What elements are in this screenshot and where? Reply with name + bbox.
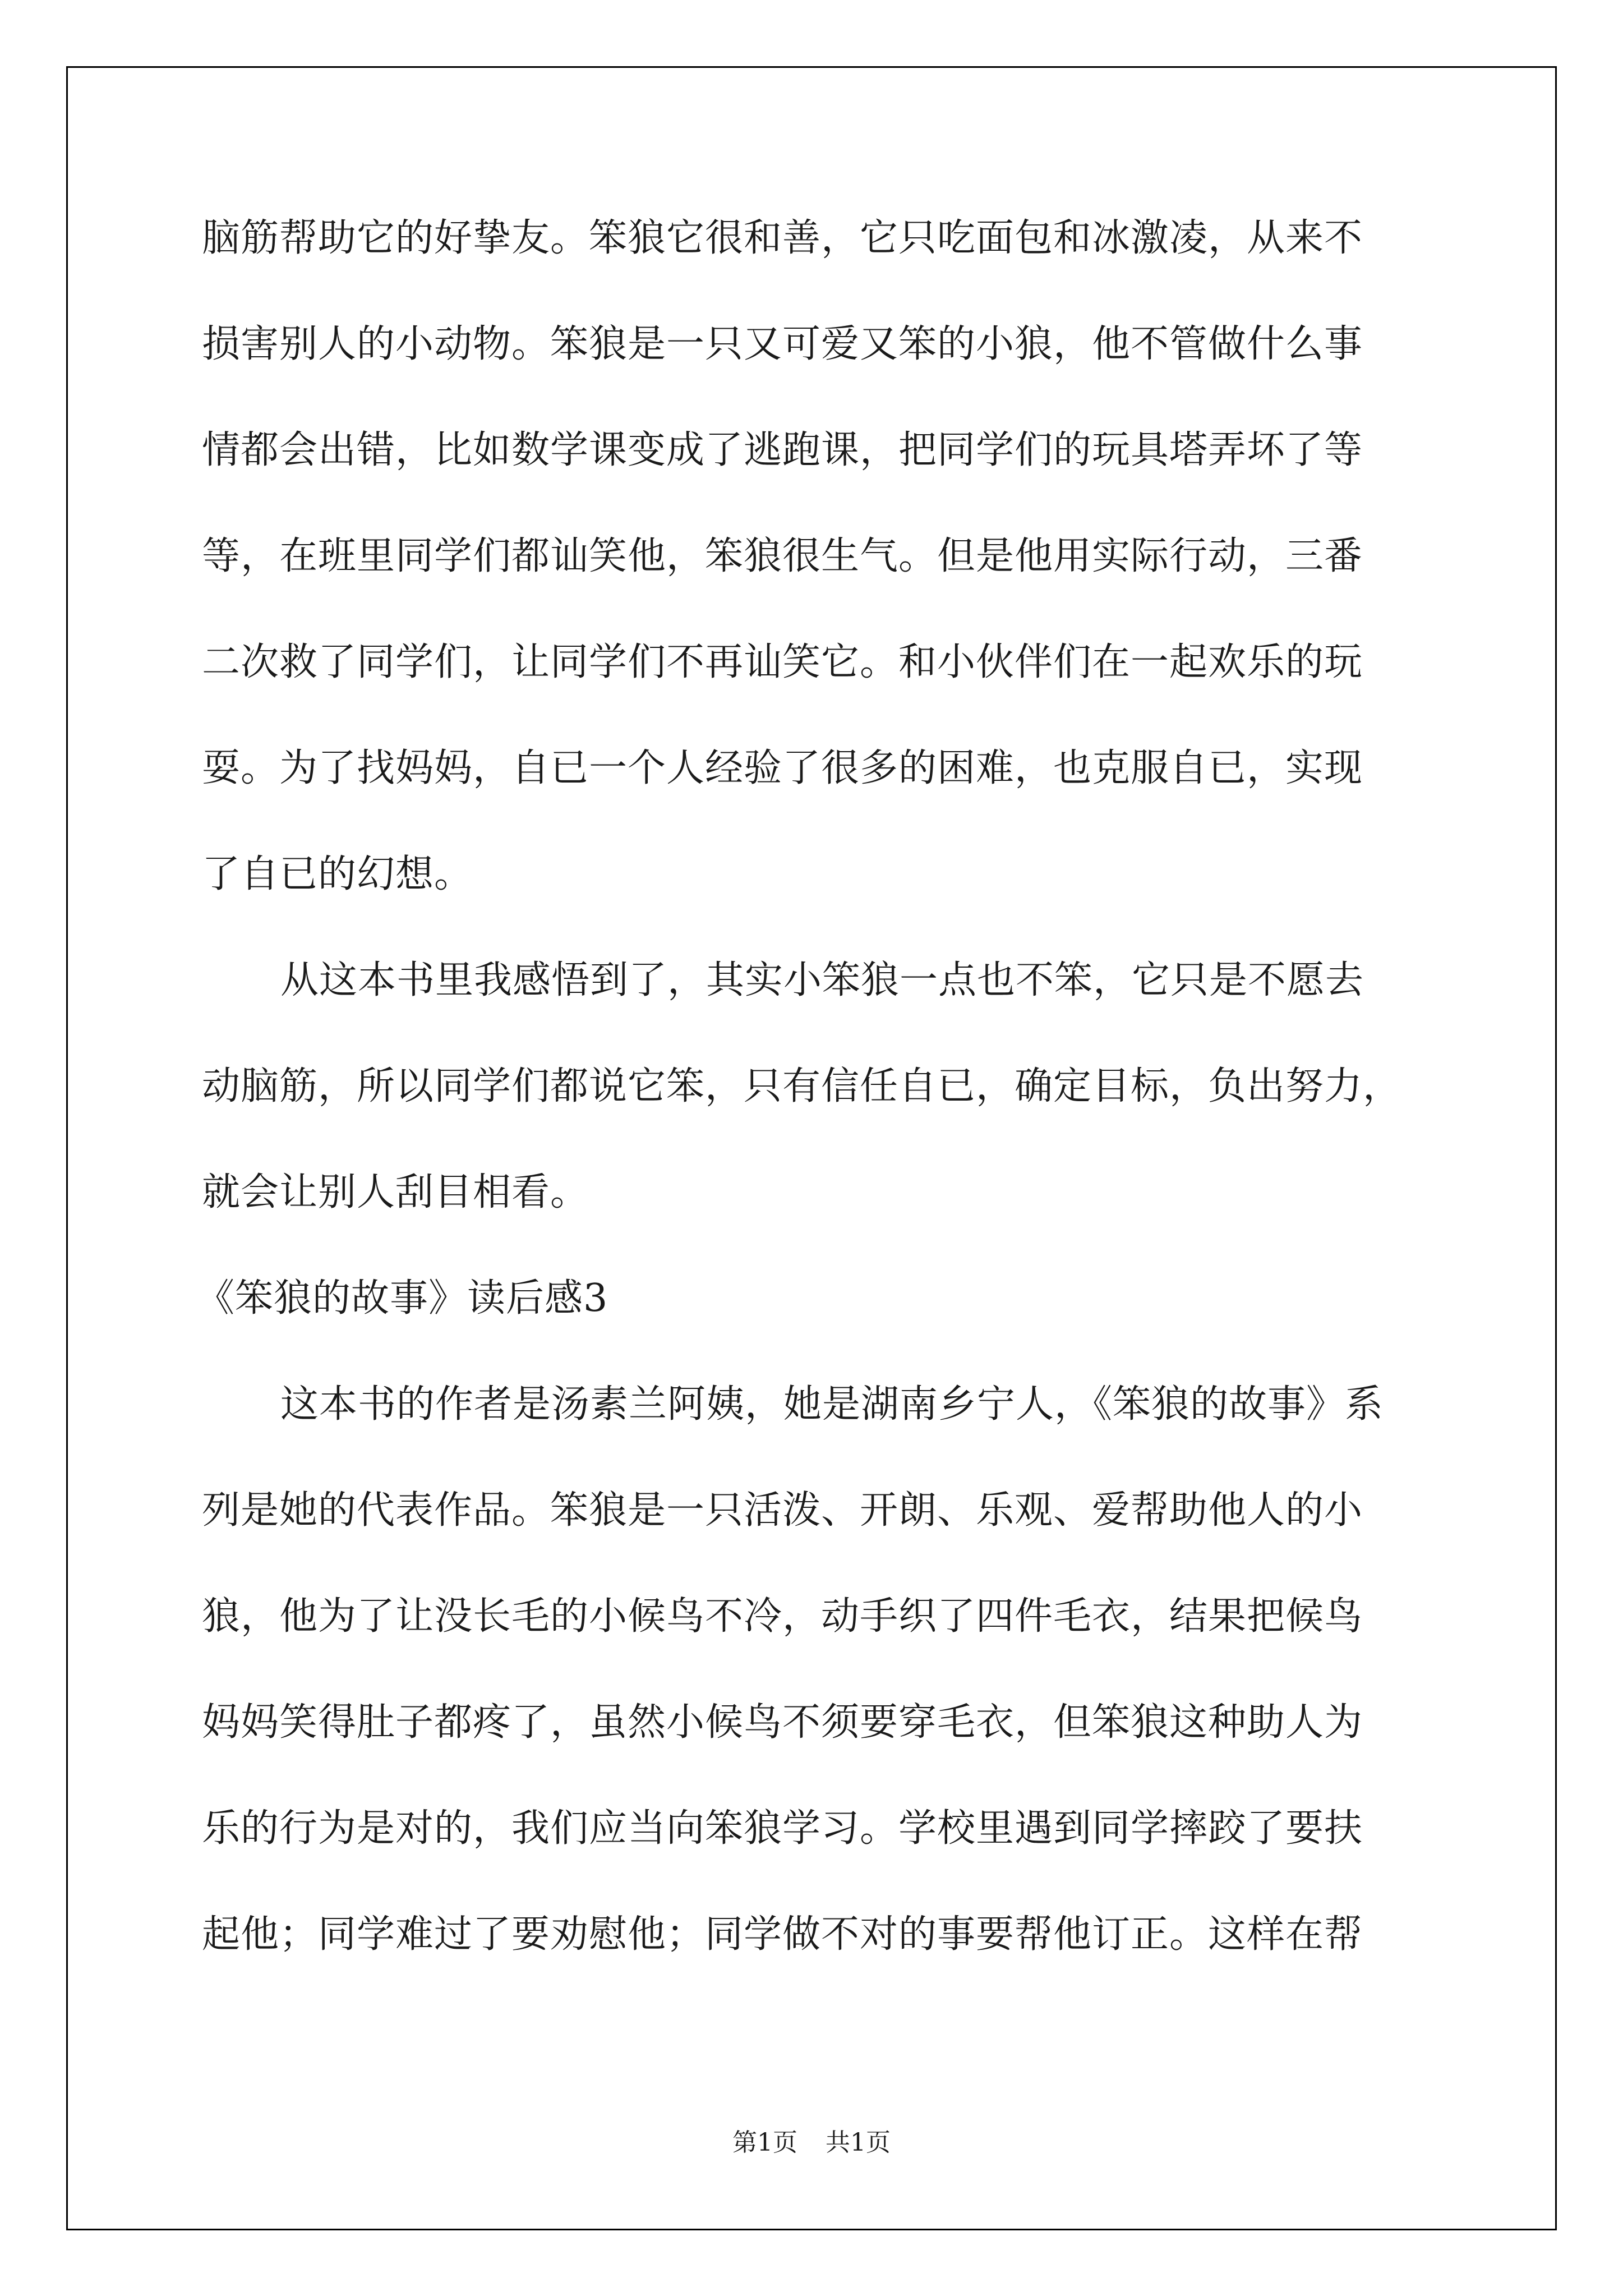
text-line: 了自已的幻想。 (202, 852, 473, 896)
text-line: 脑筋帮助它的好挚友。笨狼它很和善，它只吃面包和冰激凌，从来不 (202, 216, 1363, 260)
text-line: 损害别人的小动物。笨狼是一只又可爱又笨的小狼，他不管做什么事 (202, 322, 1363, 366)
page-footer (0, 2126, 1623, 2160)
text-line: 耍。为了找妈妈，自已一个人经验了很多的困难，也克服自已，实现 (202, 746, 1363, 790)
text-line: 等，在班里同学们都讪笑他，笨狼很生气。但是他用实际行动，三番 (202, 534, 1363, 578)
section-heading: 《笨狼的故事》读后感3 (196, 1276, 608, 1320)
paragraph-start-line: 这本书的作者是汤素兰阿姨，她是湖南乡宁人，《笨狼的故事》系 (280, 1382, 1384, 1427)
page-number: 第1页 (732, 2128, 797, 2157)
text-line: 起他；同学难过了要劝慰他；同学做不对的事要帮他订正。这样在帮 (202, 1912, 1363, 1957)
paragraph-start-line: 从这本书里我感悟到了，其实小笨狼一点也不笨，它只是不愿去 (280, 958, 1364, 1002)
text-line: 动脑筋，所以同学们都说它笨，只有信任自已，确定目标，负出努力， (202, 1064, 1402, 1108)
text-line: 狼，他为了让没长毛的小候鸟不冷，动手织了四件毛衣，结果把候鸟 (202, 1594, 1363, 1639)
text-line: 乐的行为是对的，我们应当向笨狼学习。学校里遇到同学摔跤了要扶 (202, 1806, 1363, 1851)
document-body (196, 185, 1441, 1987)
text-line: 就会让别人刮目相看。 (202, 1170, 589, 1214)
page-total: 共1页 (826, 2128, 891, 2157)
text-line: 二次救了同学们，让同学们不再讪笑它。和小伙伴们在一起欢乐的玩 (202, 640, 1363, 684)
text-line: 妈妈笑得肚子都疼了，虽然小候鸟不须要穿毛衣，但笨狼这种助人为 (202, 1700, 1363, 1745)
text-line: 列是她的代表作品。笨狼是一只活泼、开朗、乐观、爱帮助他人的小 (202, 1488, 1363, 1533)
text-line: 情都会出错，比如数学课变成了逃跑课，把同学们的玩具塔弄坏了等 (202, 428, 1363, 472)
